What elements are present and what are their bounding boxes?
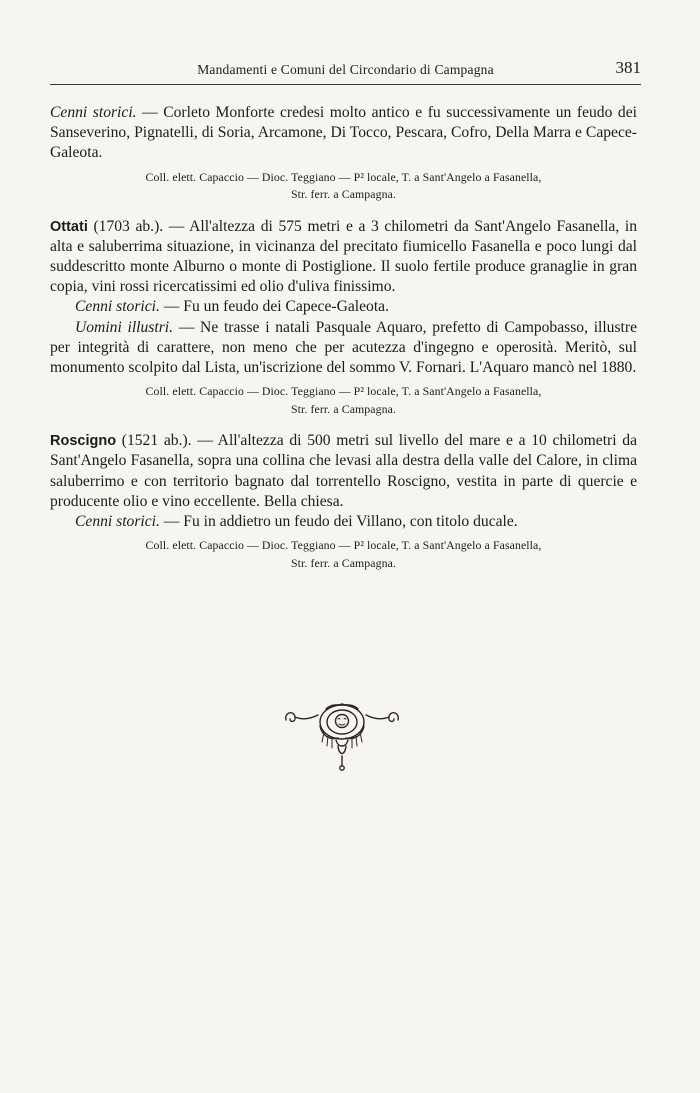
note-line: Coll. elett. Capaccio — Dioc. Teggiano — P² locale, T. a Sant'Angelo a Fasanella, bbox=[145, 384, 542, 399]
ottati-storici-paragraph bbox=[50, 297, 637, 317]
page-number: 381 bbox=[615, 58, 641, 77]
illustri-text: — Ne trasse i natali Pasquale Aquaro, prefetto di Campobasso, illustre per integrità di carattere, non meno che per acutezza d'ingegno e operosità. Meritò, sul monumento scolpito dal Lista, un'iscrizione del sommo V. Fornari. L'Aquaro mancò nel 1880. bbox=[50, 318, 637, 377]
note-line: Coll. elett. Capaccio — Dioc. Teggiano — P² locale, T. a Sant'Angelo a Fasanella, bbox=[145, 538, 542, 553]
ottati-paragraph bbox=[50, 217, 637, 298]
storici-label: Cenni storici. bbox=[50, 104, 137, 121]
corleto-storici-paragraph bbox=[50, 103, 637, 164]
ottati-illustri-paragraph bbox=[50, 318, 637, 379]
note-line: Str. ferr. a Campagna. bbox=[290, 187, 397, 202]
illustri-label: Uomini illustri. bbox=[75, 318, 174, 336]
storici-text: — Fu in addietro un feudo dei Villano, con titolo ducale. bbox=[159, 513, 518, 531]
note-line: Str. ferr. a Campagna. bbox=[290, 555, 397, 570]
roscigno-storici-paragraph bbox=[50, 512, 637, 532]
note-line: Coll. elett. Capaccio — Dioc. Teggiano — P² locale, T. a Sant'Angelo a Fasanella, bbox=[145, 169, 542, 184]
ornament-icon bbox=[282, 700, 402, 772]
commune-description: (1703 ab.). — All'altezza di 575 metri e a 3 chilometri da Sant'Angelo Fasanella, in alta e saluberrima situazione, in vicinanza del precitato fiumicello Fasanella e poco lungi dal suddescritto monte Alburno o monte di Postiglione. Il suolo fertile produce granaglie in gran copia, vini rossi ricercatissimi ed olio d'uliva finissimo. bbox=[50, 217, 637, 296]
storici-label: Cenni storici. bbox=[75, 513, 160, 531]
storici-label: Cenni storici. bbox=[75, 298, 160, 316]
header-title: Mandamenti e Comuni del Circondario di Campagna bbox=[197, 62, 494, 77]
commune-description: (1521 ab.). — All'altezza di 500 metri sul livello del mare e a 10 chilometri da Sant'Angelo Fasanella, sopra una collina che levasi alla destra della valle del Calore, in clima saluberrimo e con territorio bagnato dal torrentello Roscigno, vestita in parte di quercie e producente olio e vino eccellente. Bella chiesa. bbox=[50, 432, 637, 510]
storici-text: — Corleto Monforte credesi molto antico e fu successivamente un feudo dei Sanseverino, Pignatelli, di Soria, Arcamone, Di Tocco, Pescara, Cofro, Della Marra e Capece-Galeota. bbox=[50, 104, 637, 162]
commune-name: Ottati bbox=[50, 218, 88, 235]
header-rule bbox=[50, 84, 641, 85]
ottati-admin-note bbox=[50, 383, 637, 418]
body-text bbox=[50, 103, 637, 572]
roscigno-paragraph bbox=[50, 431, 637, 512]
note-line: Str. ferr. a Campagna. bbox=[290, 401, 397, 416]
corleto-admin-note bbox=[50, 169, 637, 204]
storici-text: — Fu un feudo dei Capece-Galeota. bbox=[159, 298, 389, 316]
roscigno-admin-note bbox=[50, 537, 637, 572]
commune-name: Roscigno bbox=[50, 433, 117, 450]
